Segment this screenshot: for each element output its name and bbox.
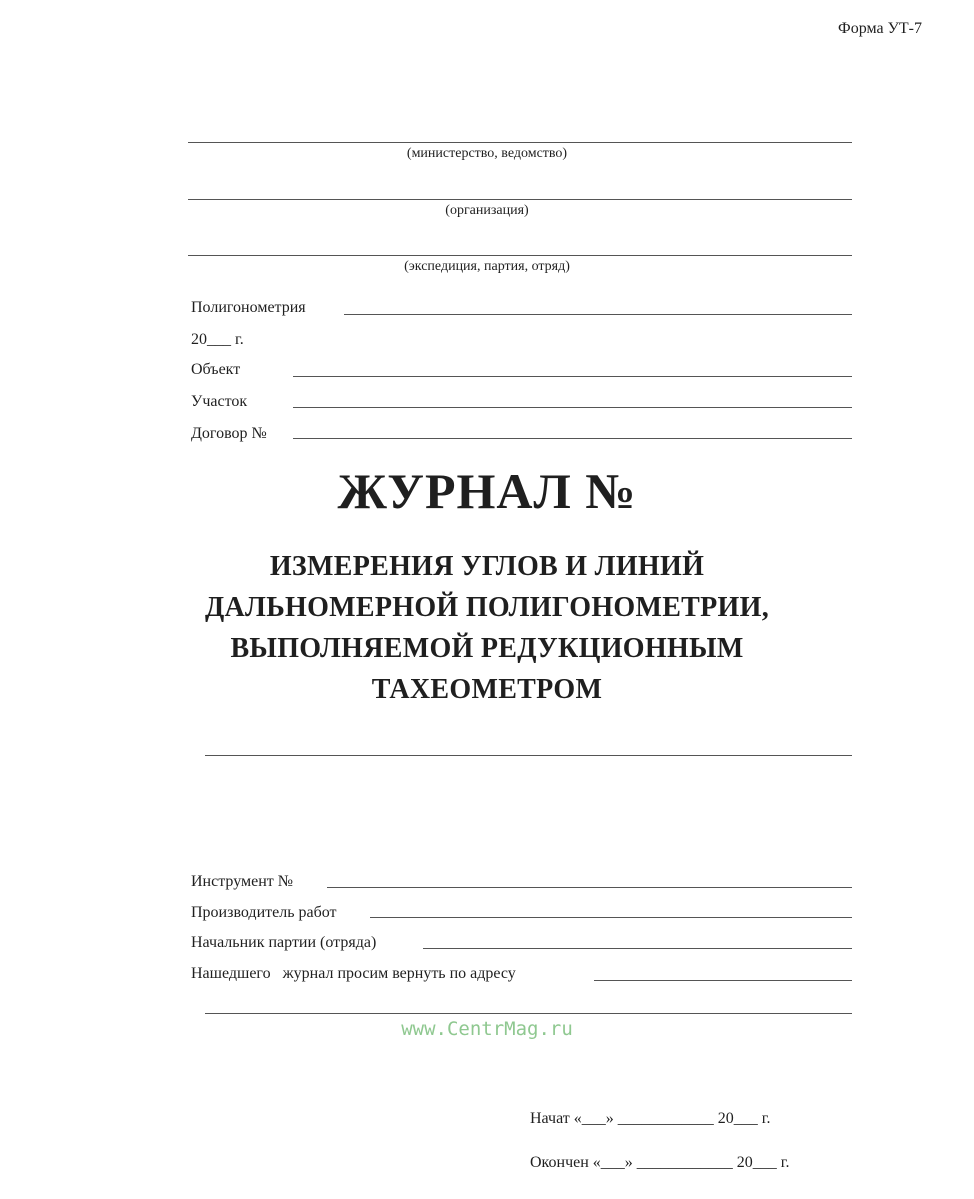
object-label: Объект — [191, 361, 241, 378]
form-code: Форма УТ-7 — [838, 20, 922, 37]
works-manager-blank-line — [370, 917, 852, 918]
expedition-blank-line — [188, 255, 852, 256]
works-manager-label: Производитель работ — [191, 904, 337, 921]
contract-blank-line — [293, 438, 852, 439]
organization-caption: (организация) — [445, 203, 529, 218]
subtitle-line: ДАЛЬНОМЕРНОЙ ПОЛИГОНОМЕТРИИ, — [204, 592, 770, 623]
finished-date-line: Окончен «___» ____________ 20___ г. — [530, 1154, 790, 1171]
ministry-blank-line — [188, 142, 852, 143]
object-blank-line — [293, 376, 852, 377]
section-label: Участок — [191, 393, 248, 410]
title-blank-line — [205, 755, 852, 756]
contract-label: Договор № — [191, 425, 267, 442]
party-chief-label: Начальник партии (отряда) — [191, 934, 377, 951]
subtitle-line: ВЫПОЛНЯЕМОЙ РЕДУКЦИОННЫМ — [230, 633, 744, 664]
instrument-label: Инструмент № — [191, 873, 294, 890]
expedition-caption: (экспедиция, партия, отряд) — [404, 259, 570, 274]
organization-blank-line — [188, 199, 852, 200]
subtitle-line: ТАХЕОМЕТРОМ — [371, 674, 603, 705]
watermark-text: www.CentrMag.ru — [401, 1018, 573, 1040]
journal-title: ЖУРНАЛ № — [337, 463, 637, 519]
return-address-blank-line — [594, 980, 852, 981]
journal-subtitle — [0, 546, 974, 710]
section-blank-line — [293, 407, 852, 408]
instrument-blank-line — [327, 887, 852, 888]
ministry-caption: (министерство, ведомство) — [406, 146, 568, 161]
return-address-label: Нашедшего журнал просим вернуть по адресу — [191, 965, 516, 982]
subtitle-line: ИЗМЕРЕНИЯ УГЛОВ И ЛИНИЙ — [269, 551, 705, 582]
polygonometry-label: Полигонометрия — [191, 299, 306, 316]
address-blank-line — [205, 1013, 852, 1014]
started-date-line: Начат «___» ____________ 20___ г. — [530, 1110, 771, 1127]
polygonometry-blank-line — [344, 314, 852, 315]
party-chief-blank-line — [423, 948, 852, 949]
year-label: 20___ г. — [191, 331, 244, 348]
